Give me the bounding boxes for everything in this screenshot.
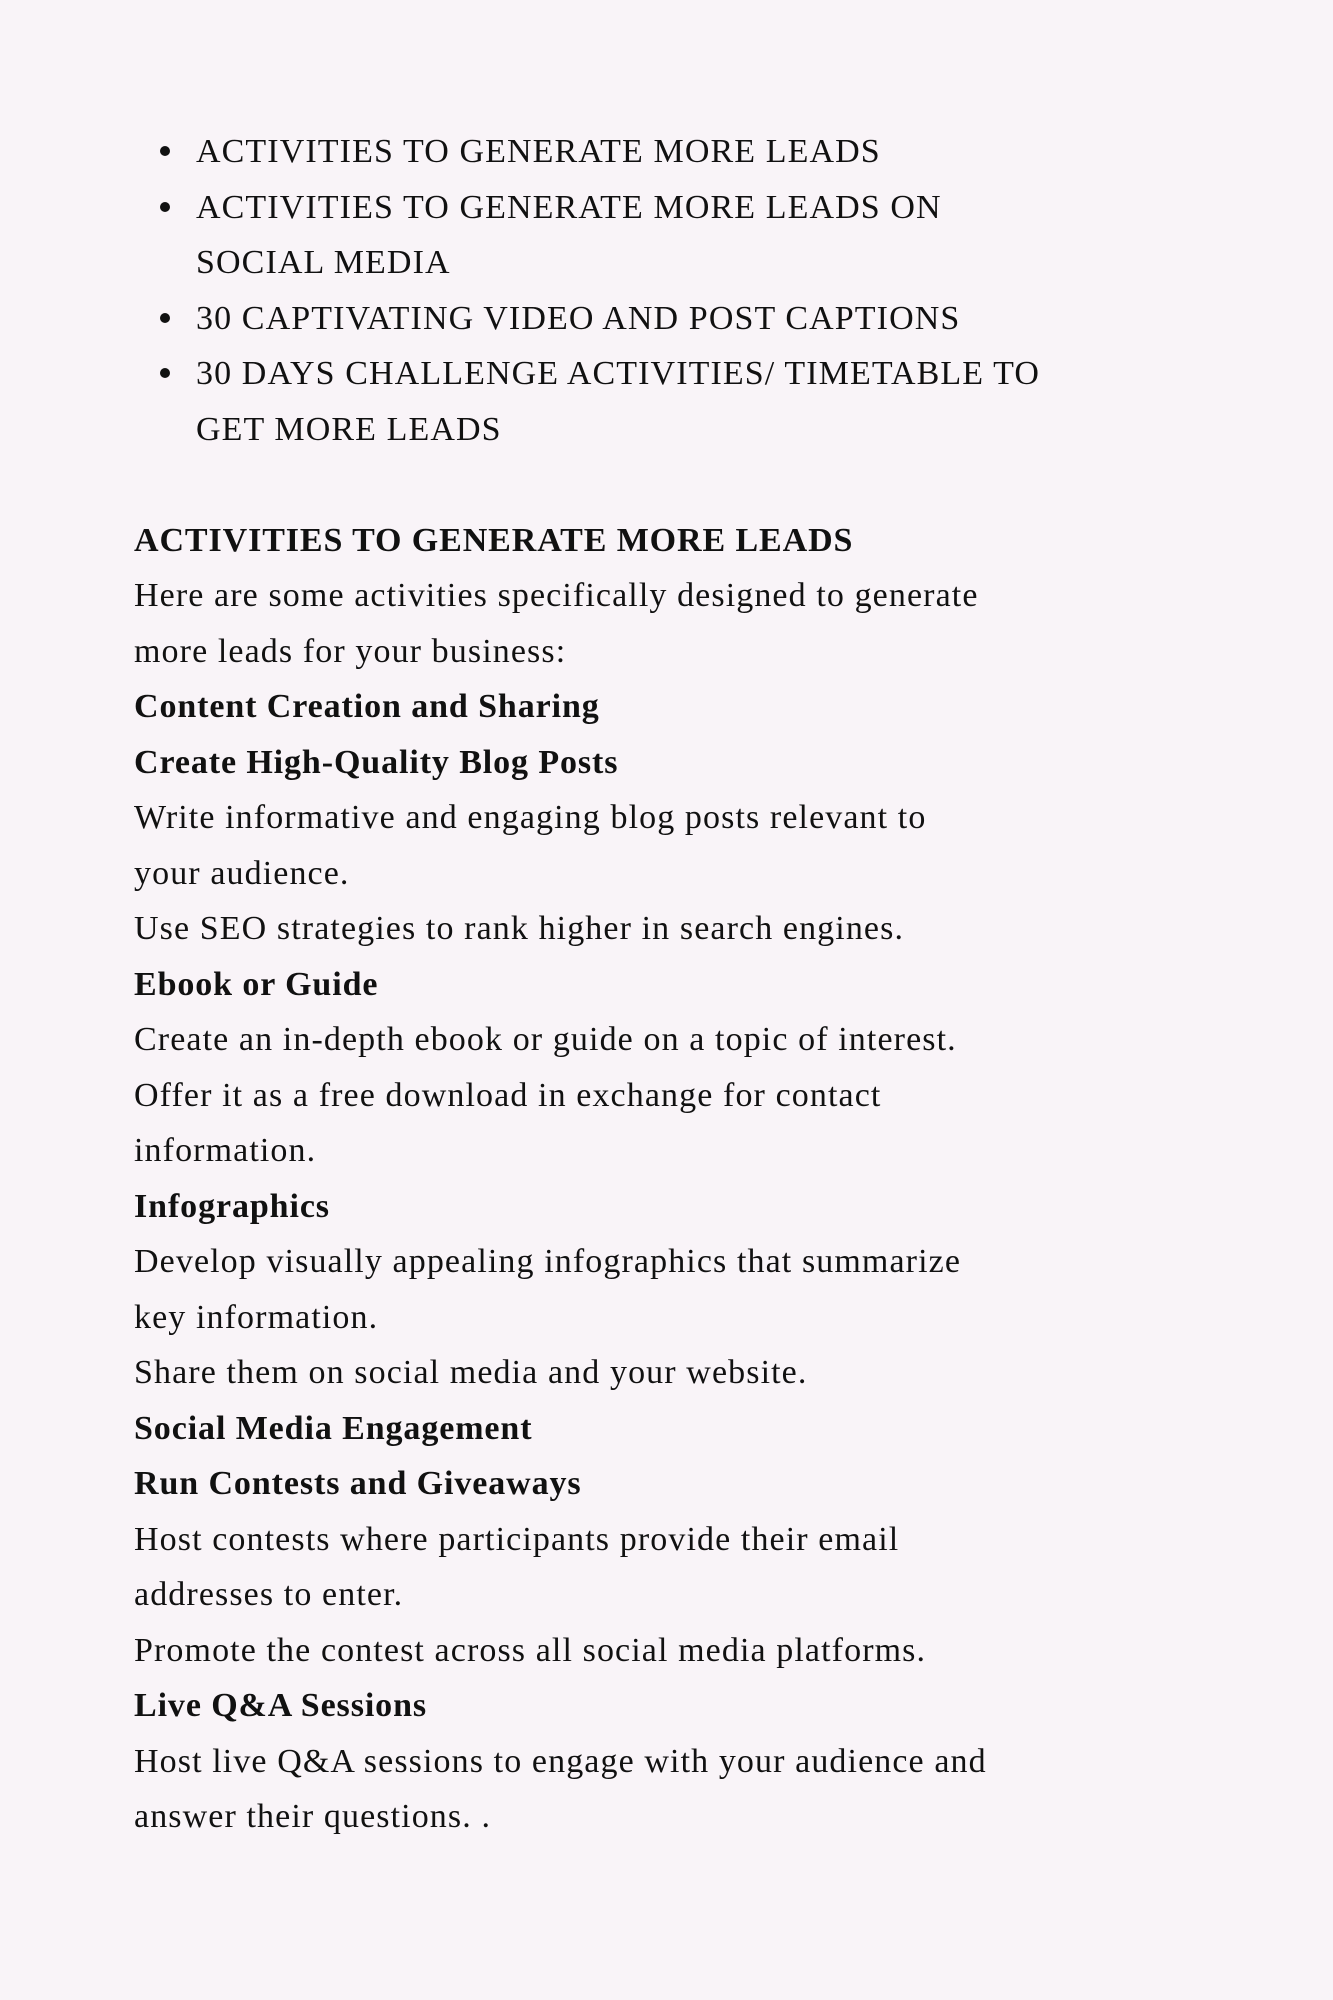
activity-live-qa [134,1678,1234,1845]
activity-heading: Live Q&A Sessions [134,1687,428,1724]
activity-heading: Infographics [134,1187,330,1225]
activity-text: information. [134,1132,317,1169]
contents-list-item [134,124,1234,180]
activity-ebook [134,957,1234,1179]
bullet-icon [160,146,170,156]
contents-list-item [134,291,1234,347]
activity-blog-posts [134,735,1234,957]
activity-text: key information. [134,1298,379,1336]
bullet-icon [160,368,170,378]
category-heading-content: Content Creation and Sharing [134,688,600,725]
bullet-icon [160,313,170,323]
activity-text: your audience. [134,854,350,892]
bullet-icon [160,202,170,212]
activity-contests [134,1456,1234,1678]
contents-item-text: ACTIVITIES TO GENERATE MORE LEADS [196,133,881,170]
contents-list [134,124,1234,457]
activity-text: addresses to enter. [134,1576,404,1613]
document-page [134,124,1234,1845]
activity-text: Offer it as a free download in exchange for contact [134,1076,882,1114]
activity-text: Write informative and engaging blog posts relevant to [134,799,927,836]
category-heading-social: Social Media Engagement [134,1409,533,1447]
activity-infographics [134,1179,1234,1401]
activity-text: Develop visually appealing infographics that summarize [134,1243,962,1280]
activity-text: Host live Q&A sessions to engage with your audience and [134,1742,987,1780]
contents-item-text: 30 DAYS CHALLENGE ACTIVITIES/ TIMETABLE TO [196,355,1041,392]
contents-item-text: ACTIVITIES TO GENERATE MORE LEADS ON [196,188,942,226]
activity-text: answer their questions. . [134,1798,492,1835]
intro-line: more leads for your business: [134,632,567,670]
activity-heading: Create High-Quality Blog Posts [134,743,619,781]
contents-item-text: SOCIAL MEDIA [196,244,451,281]
activity-heading: Ebook or Guide [134,965,379,1003]
section-spacer [134,457,1234,513]
activity-text: Use SEO strategies to rank higher in search engines. [134,910,905,947]
section-intro [134,568,1234,679]
activity-text: Host contests where participants provide their email [134,1520,900,1558]
contents-item-text: 30 CAPTIVATING VIDEO AND POST CAPTIONS [196,299,961,337]
activity-heading: Run Contests and Giveaways [134,1465,582,1502]
section-title: ACTIVITIES TO GENERATE MORE LEADS [134,521,854,559]
activity-text: Promote the contest across all social media platforms. [134,1631,927,1669]
contents-list-item [134,346,1234,457]
intro-line: Here are some activities specifically designed to generate [134,577,979,614]
activity-text: Share them on social media and your website. [134,1354,808,1391]
contents-item-text: GET MORE LEADS [196,410,502,448]
activity-text: Create an in-depth ebook or guide on a topic of interest. [134,1021,957,1058]
contents-list-item [134,180,1234,291]
